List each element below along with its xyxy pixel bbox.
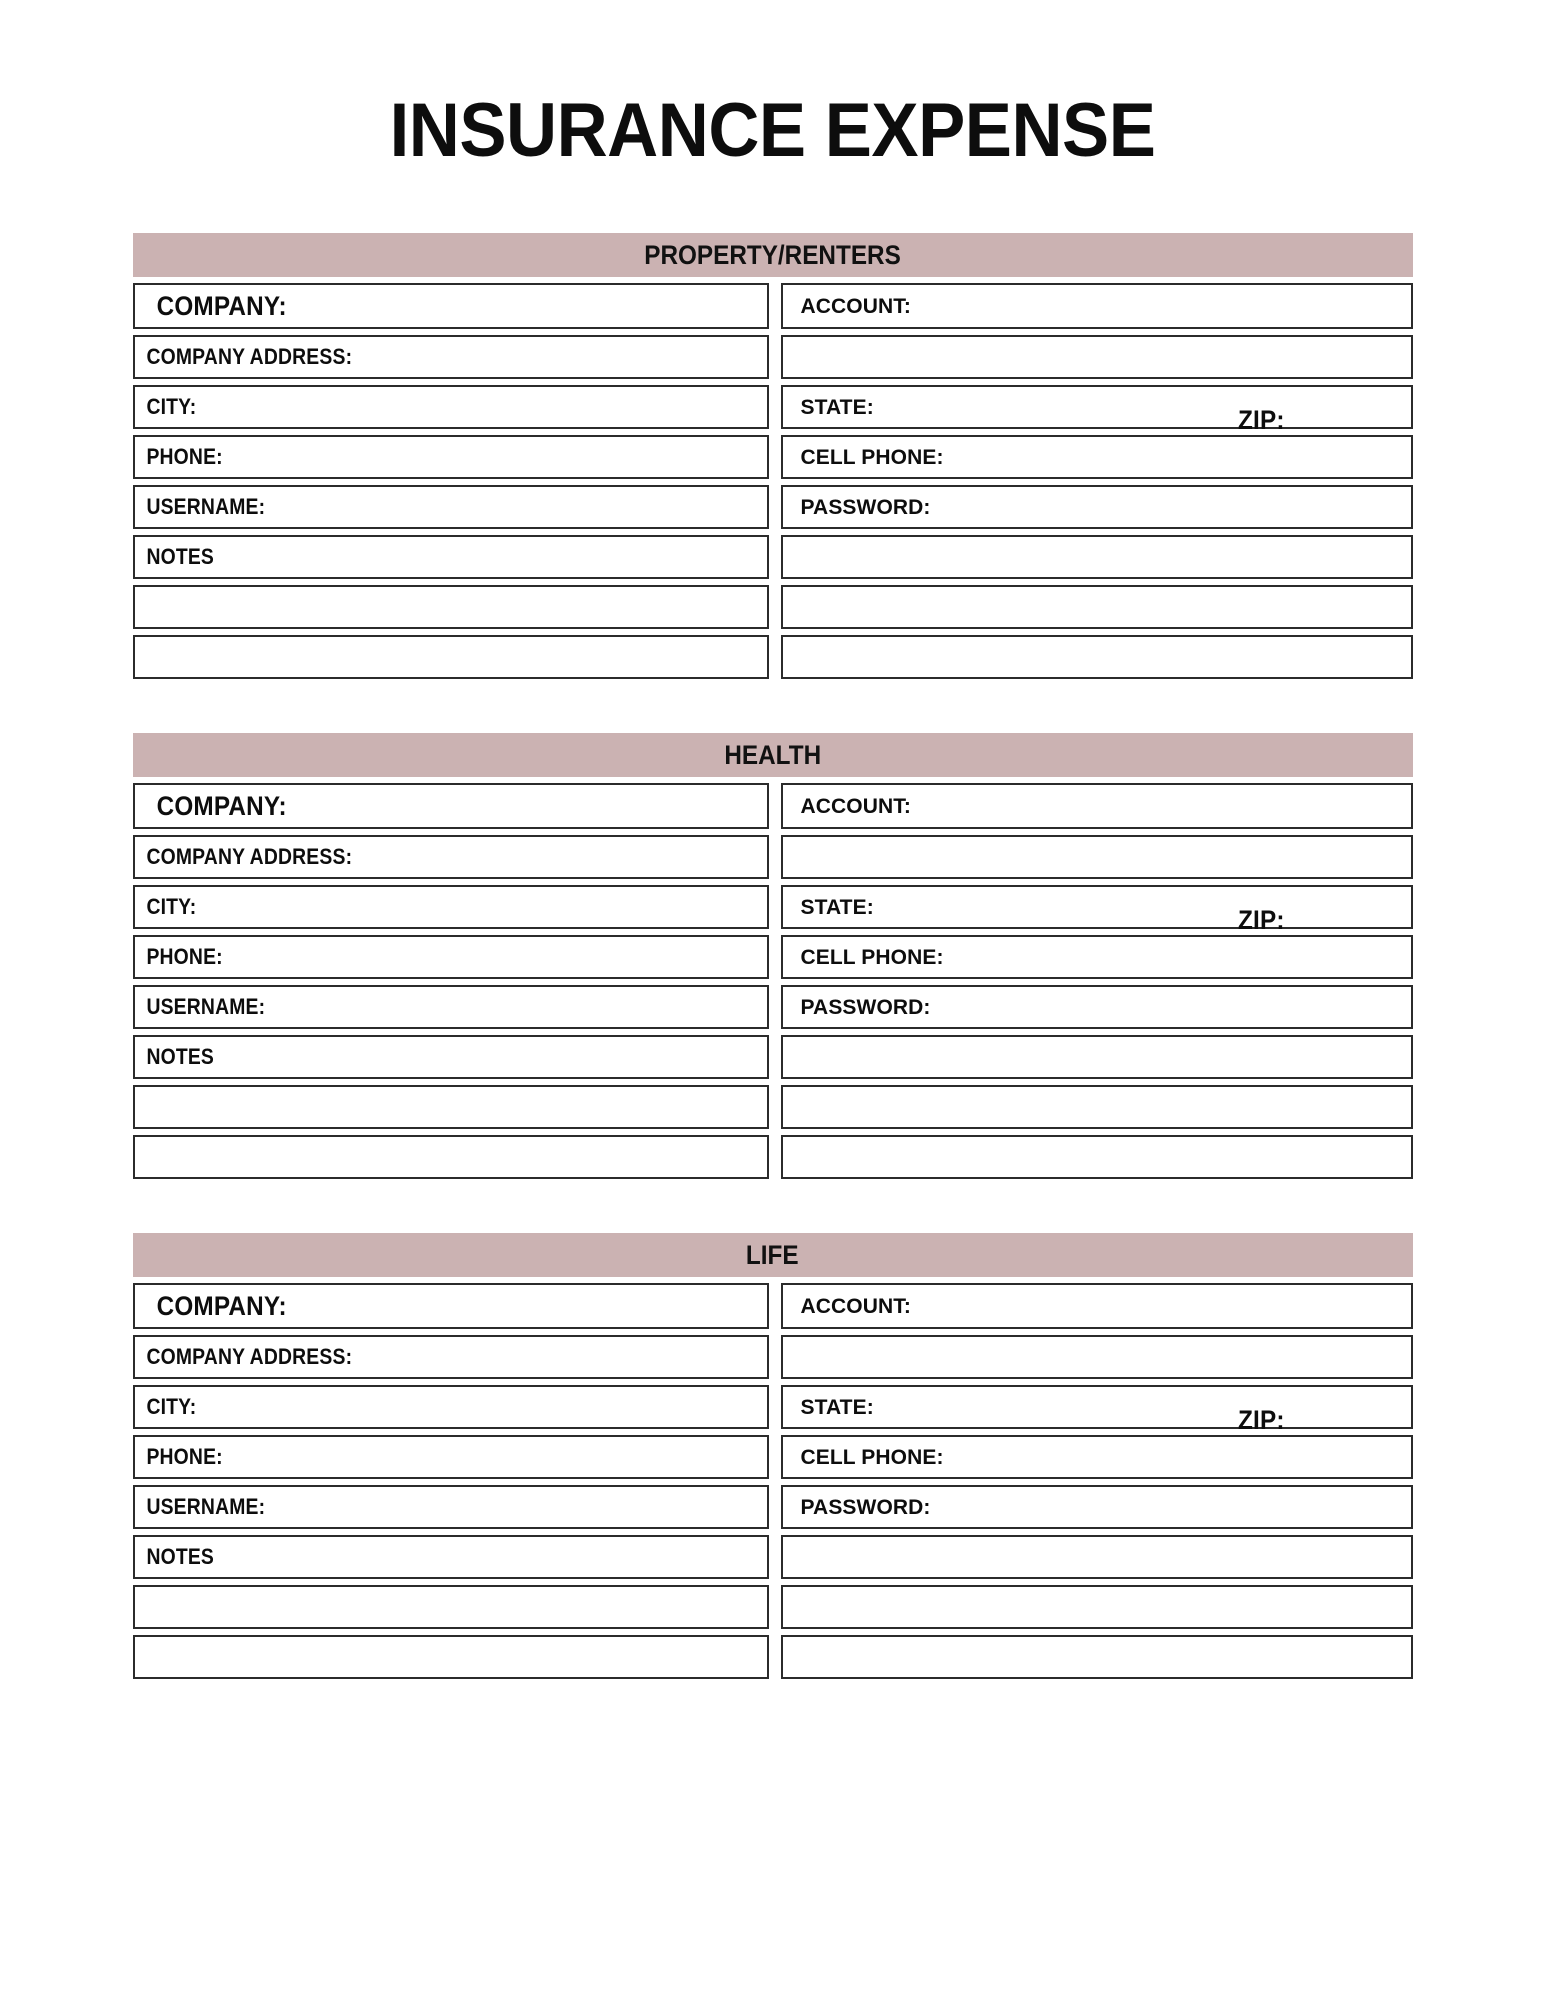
- field-label-username: USERNAME:: [145, 494, 265, 519]
- form-row: [133, 335, 1413, 379]
- form-row: [133, 1635, 1413, 1679]
- field-cell-blank-left-7[interactable]: [133, 635, 769, 679]
- field-cell-password[interactable]: [781, 485, 1413, 529]
- field-cell-blank-right-5[interactable]: [781, 1035, 1413, 1079]
- field-cell-company-address[interactable]: [133, 335, 769, 379]
- field-cell-blank-right-6[interactable]: [781, 585, 1413, 629]
- field-cell-city[interactable]: [133, 885, 769, 929]
- field-label-company: COMPANY:: [156, 790, 287, 821]
- field-cell-company[interactable]: [133, 283, 769, 329]
- form-row: [133, 535, 1413, 579]
- field-cell-blank-left-6[interactable]: [133, 1585, 769, 1629]
- form-row: [133, 1335, 1413, 1379]
- form-row: [133, 985, 1413, 1029]
- field-cell-company-address[interactable]: [133, 835, 769, 879]
- field-label-company-address: COMPANY ADDRESS:: [145, 344, 352, 369]
- field-label-phone: PHONE:: [145, 944, 223, 969]
- field-cell-blank-right-1[interactable]: [781, 335, 1413, 379]
- field-cell-phone[interactable]: [133, 935, 769, 979]
- field-label-cell-phone: CELL PHONE:: [800, 445, 944, 469]
- field-label-notes: NOTES: [145, 1044, 214, 1069]
- form-row: [133, 1435, 1413, 1479]
- field-cell-blank-right-6[interactable]: [781, 1085, 1413, 1129]
- field-label-phone: PHONE:: [145, 444, 223, 469]
- field-cell-city[interactable]: [133, 1385, 769, 1429]
- field-cell-state[interactable]: [781, 1385, 1413, 1435]
- form-row: [133, 1035, 1413, 1079]
- form-row: [133, 585, 1413, 629]
- field-label-username: USERNAME:: [145, 1494, 265, 1519]
- form-row: [133, 1485, 1413, 1529]
- field-cell-blank-left-6[interactable]: [133, 585, 769, 629]
- field-cell-blank-right-7[interactable]: [781, 635, 1413, 679]
- field-label-company: COMPANY:: [156, 290, 287, 321]
- field-label-username: USERNAME:: [145, 994, 265, 1019]
- form-row: [133, 783, 1413, 829]
- field-cell-phone[interactable]: [133, 435, 769, 479]
- form-section-health: [133, 733, 1413, 1179]
- field-cell-cell-phone[interactable]: [781, 435, 1413, 479]
- section-rows-property-renters: [133, 283, 1413, 679]
- sections-container: [0, 233, 1545, 1679]
- field-cell-notes[interactable]: [133, 535, 769, 579]
- field-label-password: PASSWORD:: [800, 1495, 931, 1519]
- field-cell-username[interactable]: [133, 485, 769, 529]
- field-label-state: STATE:: [800, 1395, 874, 1419]
- field-label-company: COMPANY:: [156, 1290, 287, 1321]
- field-cell-state[interactable]: [781, 885, 1413, 935]
- field-cell-company[interactable]: [133, 1283, 769, 1329]
- form-row: [133, 1085, 1413, 1129]
- section-title-life: LIFE: [746, 1239, 799, 1270]
- field-label-zip: ZIP:: [1237, 405, 1285, 435]
- section-header-health: [133, 733, 1413, 777]
- field-cell-account[interactable]: [781, 783, 1413, 829]
- form-row: [133, 1585, 1413, 1629]
- field-label-account: ACCOUNT:: [800, 294, 911, 318]
- field-label-account: ACCOUNT:: [800, 1294, 911, 1318]
- field-label-password: PASSWORD:: [800, 495, 931, 519]
- field-cell-blank-right-5[interactable]: [781, 535, 1413, 579]
- field-cell-cell-phone[interactable]: [781, 935, 1413, 979]
- field-cell-blank-right-7[interactable]: [781, 1635, 1413, 1679]
- form-row: [133, 385, 1413, 435]
- field-cell-blank-right-6[interactable]: [781, 1585, 1413, 1629]
- field-cell-account[interactable]: [781, 1283, 1413, 1329]
- field-cell-phone[interactable]: [133, 1435, 769, 1479]
- form-row: [133, 935, 1413, 979]
- form-row: [133, 1385, 1413, 1435]
- section-rows-health: [133, 783, 1413, 1179]
- field-cell-blank-right-5[interactable]: [781, 1535, 1413, 1579]
- field-cell-blank-right-7[interactable]: [781, 1135, 1413, 1179]
- field-label-password: PASSWORD:: [800, 995, 931, 1019]
- field-cell-state[interactable]: [781, 385, 1413, 435]
- section-title-health: HEALTH: [724, 739, 821, 770]
- field-cell-account[interactable]: [781, 283, 1413, 329]
- section-rows-life: [133, 1283, 1413, 1679]
- field-cell-blank-left-7[interactable]: [133, 1635, 769, 1679]
- field-cell-cell-phone[interactable]: [781, 1435, 1413, 1479]
- form-row: [133, 1135, 1413, 1179]
- field-label-company-address: COMPANY ADDRESS:: [145, 844, 352, 869]
- field-label-zip: ZIP:: [1237, 905, 1285, 935]
- field-label-city: CITY:: [145, 394, 196, 419]
- field-label-notes: NOTES: [145, 1544, 214, 1569]
- section-header-life: [133, 1233, 1413, 1277]
- field-label-cell-phone: CELL PHONE:: [800, 945, 944, 969]
- form-row: [133, 885, 1413, 935]
- field-cell-company-address[interactable]: [133, 1335, 769, 1379]
- field-cell-blank-right-1[interactable]: [781, 835, 1413, 879]
- form-row: [133, 1283, 1413, 1329]
- field-label-state: STATE:: [800, 395, 874, 419]
- field-label-city: CITY:: [145, 1394, 196, 1419]
- field-label-account: ACCOUNT:: [800, 794, 911, 818]
- field-cell-blank-left-6[interactable]: [133, 1085, 769, 1129]
- field-cell-blank-right-1[interactable]: [781, 1335, 1413, 1379]
- form-row: [133, 835, 1413, 879]
- form-row: [133, 283, 1413, 329]
- field-cell-username[interactable]: [133, 1485, 769, 1529]
- form-row: [133, 635, 1413, 679]
- field-cell-notes[interactable]: [133, 1535, 769, 1579]
- field-label-zip: ZIP:: [1237, 1405, 1285, 1435]
- field-label-city: CITY:: [145, 894, 196, 919]
- form-section-life: [133, 1233, 1413, 1679]
- field-label-state: STATE:: [800, 895, 874, 919]
- form-row: [133, 485, 1413, 529]
- section-header-property-renters: [133, 233, 1413, 277]
- section-title-property-renters: PROPERTY/RENTERS: [644, 239, 901, 270]
- form-section-property-renters: [133, 233, 1413, 679]
- field-cell-notes[interactable]: [133, 1035, 769, 1079]
- form-row: [133, 435, 1413, 479]
- field-cell-password[interactable]: [781, 1485, 1413, 1529]
- field-label-phone: PHONE:: [145, 1444, 223, 1469]
- page-title: INSURANCE EXPENSE: [389, 88, 1156, 173]
- field-cell-company[interactable]: [133, 783, 769, 829]
- field-cell-blank-left-7[interactable]: [133, 1135, 769, 1179]
- field-label-company-address: COMPANY ADDRESS:: [145, 1344, 352, 1369]
- form-row: [133, 1535, 1413, 1579]
- field-cell-username[interactable]: [133, 985, 769, 1029]
- field-label-cell-phone: CELL PHONE:: [800, 1445, 944, 1469]
- field-label-notes: NOTES: [145, 544, 214, 569]
- field-cell-password[interactable]: [781, 985, 1413, 1029]
- field-cell-city[interactable]: [133, 385, 769, 429]
